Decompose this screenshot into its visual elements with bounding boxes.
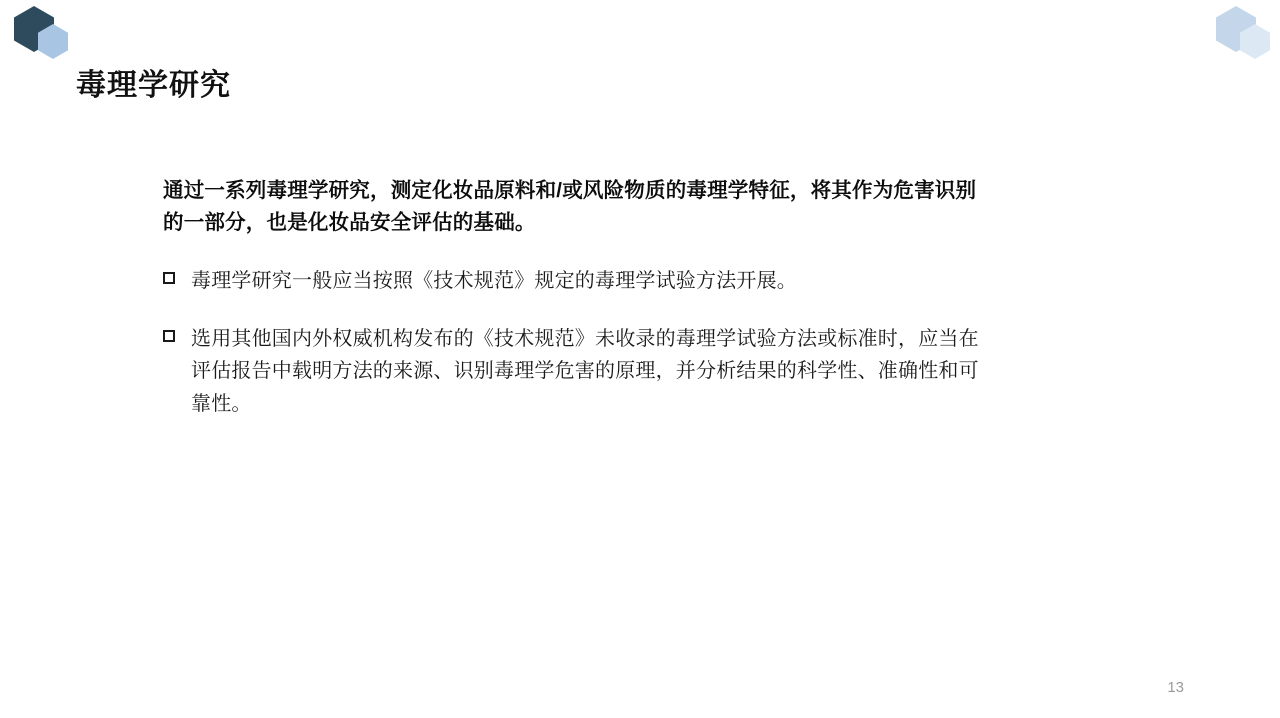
- list-item-text: 选用其他国内外权威机构发布的《技术规范》未收录的毒理学试验方法或标准时，应当在评估报告中载明方法的来源、识别毒理学危害的原理，并分析结果的科学性、准确性和可靠性。: [191, 327, 979, 415]
- page-number: 13: [1167, 679, 1184, 696]
- lead-paragraph: 通过一系列毒理学研究，测定化妆品原料和/或风险物质的毒理学特征，将其作为危害识别的一部分，也是化妆品安全评估的基础。: [163, 179, 977, 234]
- page-title: 毒理学研究: [76, 69, 231, 103]
- list-item-text: 毒理学研究一般应当按照《技术规范》规定的毒理学试验方法开展。: [191, 269, 797, 292]
- square-bullet-icon: [163, 330, 175, 342]
- square-bullet-icon: [163, 272, 175, 284]
- list-item: [163, 265, 993, 297]
- list-item: [163, 323, 993, 420]
- slide-body: [163, 175, 993, 446]
